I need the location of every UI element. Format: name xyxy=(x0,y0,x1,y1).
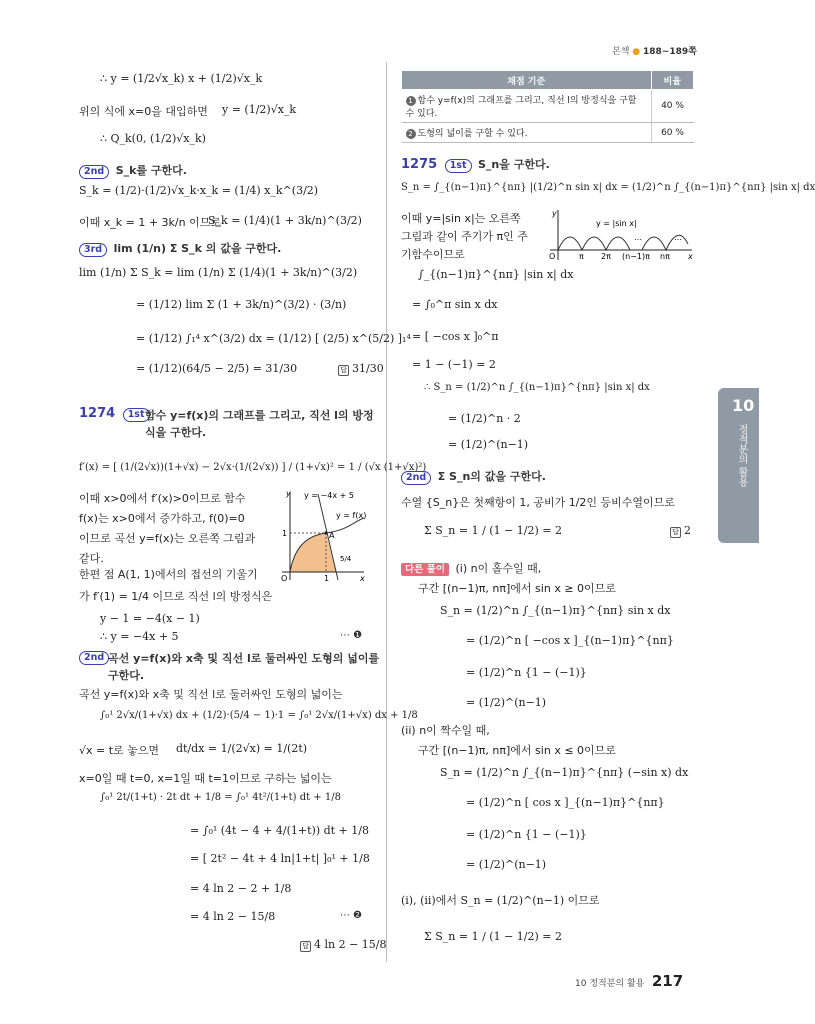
eq-r11: = (1/2)^(n−1) xyxy=(448,438,529,451)
eq-l25: = [ 2t² − 4t + 4 ln|1+t| ]₀¹ + 1/8 xyxy=(190,852,370,865)
x-axis-label: x xyxy=(360,574,365,583)
eq-l27: = 4 ln 2 − 15/8 xyxy=(190,910,276,923)
y-axis-label: y xyxy=(552,209,557,218)
sin-arches xyxy=(558,235,688,250)
text-xk: 이때 x_k = 1 + 3k/n 이므로 xyxy=(79,216,221,229)
text-l13: 이므로 곡선 y=f(x)는 오른쪽 그림과 xyxy=(79,532,256,545)
criteria-desc: 함수 y=f(x)의 그래프를 그리고, 직선 l의 방정식을 구할 수 있다. xyxy=(405,96,637,119)
dots-2: ⋯ xyxy=(674,235,682,244)
step-3rd xyxy=(79,240,281,257)
eq-r22: S_n = (1/2)^n ∫_{(n−1)π}^{nπ} (−sin x) dx xyxy=(440,766,689,779)
answer-value: 31/30 xyxy=(352,362,384,375)
eq-r16: S_n = (1/2)^n ∫_{(n−1)π}^{nπ} sin x dx xyxy=(440,604,671,617)
step-text: S_k를 구한다. xyxy=(115,164,187,177)
bullet-icon: ● xyxy=(632,47,641,57)
text-r2: 이때 y=|sin x|는 오른쪽 xyxy=(401,212,521,225)
answer-icon: 답 xyxy=(670,527,681,538)
text-l15: 한편 점 A(1, 1)에서의 접선의 기울기 xyxy=(79,568,258,581)
eq-r25: = (1/2)^(n−1) xyxy=(466,858,547,871)
dots-1: ⋯ xyxy=(634,235,642,244)
chapter-side-tab xyxy=(718,388,759,543)
eq-r19: = (1/2)^(n−1) xyxy=(466,696,547,709)
step-2nd-r xyxy=(401,468,546,485)
step-text: Σ S_n의 값을 구한다. xyxy=(437,470,546,483)
column-divider xyxy=(386,62,387,962)
text-r12: 수열 {S_n}은 첫째항이 1, 공비가 1/2인 등비수열이므로 xyxy=(401,496,675,509)
text-r21: 구간 [(n−1)π, nπ]에서 sin x ≤ 0이므로 xyxy=(418,744,616,757)
text-r20: (ii) n이 짝수일 때, xyxy=(401,724,490,737)
answer-icon: 답 xyxy=(300,941,311,952)
text-r14: (i) n이 홀수일 때, xyxy=(455,562,542,575)
curve-label: y = f(x) xyxy=(336,511,367,520)
text-r15: 구간 [(n−1)π, nπ]에서 sin x ≥ 0이므로 xyxy=(418,582,616,595)
table-row xyxy=(402,123,694,143)
eq-l21b: dt/dx = 1/(2√x) = 1/(2t) xyxy=(176,742,308,755)
text-l11: 이때 x>0에서 f′(x)>0이므로 함수 xyxy=(79,492,246,505)
eq-r8: = 1 − (−1) = 2 xyxy=(412,358,496,371)
eq-y-intercept: y = (1/2)√x_k xyxy=(222,103,297,116)
y-tick-label: 1 xyxy=(282,529,288,538)
text-l22: x=0일 때 t=0, x=1일 때 t=1이므로 구하는 넓이는 xyxy=(79,772,332,785)
page-number: 217 xyxy=(651,972,684,990)
eq-l18: ∴ y = −4x + 5 xyxy=(100,630,179,643)
marker-2: ⋯ ❷ xyxy=(340,910,363,921)
step-pill: 3rd xyxy=(79,243,107,257)
alt-solution-head xyxy=(401,560,541,576)
criteria-text xyxy=(402,123,652,143)
slope-label: 5/4 xyxy=(340,555,352,563)
eq-lim4: = (1/12)(64/5 − 2/5) = 31/30 xyxy=(136,362,298,375)
criteria-ratio: 60 % xyxy=(651,123,694,143)
eq-lim2: = (1/12) lim Σ (1 + 3k/n)^(3/2) · (3/n) xyxy=(136,298,347,311)
eq-r7: = [ −cos x ]₀^π xyxy=(412,330,499,343)
y-axis-label: y xyxy=(286,489,291,498)
step-pill: 2nd xyxy=(79,651,109,665)
x-tick-label: 1 xyxy=(324,574,330,583)
curve-label: y = |sin x| xyxy=(596,219,637,228)
text-l14: 같다. xyxy=(79,552,104,565)
problem-number: 1274 xyxy=(79,406,116,421)
answer-1274 xyxy=(300,938,387,952)
page-ref xyxy=(612,44,697,57)
problem-number: 1275 xyxy=(401,157,438,172)
answer-1275 xyxy=(670,524,691,538)
step-2nd xyxy=(79,162,187,179)
eq-lim3: = (1/12) ∫₁⁴ x^(3/2) dx = (1/12) [ (2/5) x^(5/2) ]₁⁴ xyxy=(136,332,411,345)
criteria-text xyxy=(402,90,652,123)
criteria-ratio: 40 % xyxy=(651,90,694,123)
number-badge: 1 xyxy=(406,96,416,106)
step-text: lim (1/n) Σ S_k 의 값을 구한다. xyxy=(113,242,282,255)
eq-r9: ∴ S_n = (1/2)^n ∫_{(n−1)π}^{nπ} |sin x| dx xyxy=(424,382,650,393)
eq-fprime: f′(x) = [ (1/(2√x))(1+√x) − 2√x·(1/(2√x)) ] / (1+√x)² = 1 / (√x (1+√x)²) xyxy=(79,462,427,473)
text-substitute: 위의 식에 x=0을 대입하면 xyxy=(79,105,208,118)
point-A xyxy=(324,531,327,534)
marker-1: ⋯ ❶ xyxy=(340,630,363,641)
text-l16: 가 f′(1) = 1/4 이므로 직선 l의 방정식은 xyxy=(79,590,273,603)
answer-value: 4 ln 2 − 15/8 xyxy=(314,938,387,951)
origin-label: O xyxy=(549,252,556,261)
step-pill: 1st xyxy=(123,408,150,422)
tick-npi: nπ xyxy=(660,252,670,261)
step-pill: 2nd xyxy=(401,471,431,485)
number-badge: 2 xyxy=(406,129,416,139)
step-text: S_n을 구한다. xyxy=(478,158,550,171)
eq-l17: y − 1 = −4(x − 1) xyxy=(100,612,200,625)
footer xyxy=(575,972,683,990)
page-ref-label: 본책 xyxy=(612,47,630,57)
eq-r26: (i), (ii)에서 S_n = (1/2)^(n−1) 이므로 xyxy=(401,894,600,907)
eq-r18: = (1/2)^n {1 − (−1)} xyxy=(466,666,587,679)
problem-1275-head xyxy=(401,156,550,173)
eq-tangent: ∴ y = (1/2√x_k) x + (1/2)√x_k xyxy=(100,72,263,85)
eq-l24: = ∫₀¹ (4t − 4 + 4/(1+t)) dt + 1/8 xyxy=(190,824,369,837)
tick-2pi: 2π xyxy=(601,252,611,261)
problem-1274-head xyxy=(79,406,153,422)
eq-r5: ∫_{(n−1)π}^{nπ} |sin x| dx xyxy=(418,268,574,281)
eq-r13: Σ S_n = 1 / (1 − 1/2) = 2 xyxy=(424,524,563,537)
text-r4: 기함수이므로 xyxy=(401,248,465,261)
criteria-desc: 도형의 넓이를 구할 수 있다. xyxy=(417,129,528,139)
problem-1274-text: 함수 y=f(x)의 그래프를 그리고, 직선 l의 방정식을 구한다. xyxy=(145,409,374,439)
text-r3: 그림과 같이 주기가 π인 주 xyxy=(401,230,528,243)
text-l21a: √x = t로 놓으면 xyxy=(79,744,160,757)
eq-r24: = (1/2)^n {1 − (−1)} xyxy=(466,828,587,841)
point-A-label: A xyxy=(329,531,335,540)
tick-n1pi: (n−1)π xyxy=(622,252,650,261)
eq-l20: ∫₀¹ 2√x/(1+√x) dx + (1/2)·(5/4 − 1)·1 = ∫₀¹ 2√x/(1+√x) dx + 1/8 xyxy=(100,710,418,721)
text-l12: f(x)는 x>0에서 증가하고, f(0)=0 xyxy=(79,512,245,525)
footer-chapter: 10 정적분의 활용 xyxy=(575,979,645,989)
table-row xyxy=(402,90,694,123)
step-2nd-b-text: 곡선 y=f(x)와 x축 및 직선 l로 둘러싸인 도형의 넓이를 구한다. xyxy=(108,652,380,682)
chapter-title: 정적분의 활용 xyxy=(736,424,747,488)
origin-label: O xyxy=(281,574,288,583)
eq-l26: = 4 ln 2 − 2 + 1/8 xyxy=(190,882,292,895)
eq-r6: = ∫₀^π sin x dx xyxy=(412,298,498,311)
step-pill: 2nd xyxy=(79,165,109,179)
eq-r23: = (1/2)^n [ cos x ]_{(n−1)π}^{nπ} xyxy=(466,796,665,809)
eq-Qk: ∴ Q_k(0, (1/2)√x_k) xyxy=(100,132,206,145)
answer-1273 xyxy=(338,362,384,376)
eq-Sk2: S_k = (1/4)(1 + 3k/n)^(3/2) xyxy=(208,214,362,227)
eq-lim1: lim (1/n) Σ S_k = lim (1/n) Σ (1/4)(1 + 3k/n)^(3/2) xyxy=(79,266,358,279)
step-pill: 1st xyxy=(445,159,472,173)
eq-r10: = (1/2)^n · 2 xyxy=(448,412,521,425)
line-label: y = −4x + 5 xyxy=(304,491,354,500)
answer-icon: 답 xyxy=(338,365,349,376)
eq-l23: ∫₀¹ 2t/(1+t) · 2t dt + 1/8 = ∫₀¹ 4t²/(1+t) dt + 1/8 xyxy=(100,792,341,803)
chapter-number: 10 xyxy=(732,396,755,415)
tick-pi: π xyxy=(579,252,584,261)
scoring-criteria-table xyxy=(401,70,694,143)
eq-r1: S_n = ∫_{(n−1)π}^{nπ} |(1/2)^n sin x| dx = (1/2)^n ∫_{(n−1)π}^{nπ} |sin x| dx xyxy=(401,182,815,193)
graph-curve-tangent xyxy=(278,488,368,584)
eq-r27: Σ S_n = 1 / (1 − 1/2) = 2 xyxy=(424,930,563,943)
text-l19: 곡선 y=f(x)와 x축 및 직선 l로 둘러싸인 도형의 넓이는 xyxy=(79,688,343,701)
eq-r17: = (1/2)^n [ −cos x ]_{(n−1)π}^{nπ} xyxy=(466,634,674,647)
answer-value: 2 xyxy=(684,524,691,537)
eq-Sk: S_k = (1/2)·(1/2)√x_k·x_k = (1/4) x_k^(3/2) xyxy=(79,184,319,197)
table-header-row xyxy=(402,71,694,90)
x-axis-label: x xyxy=(688,252,693,261)
alt-pill: 다른 풀이 xyxy=(401,563,449,576)
page-ref-pages: 188~189쪽 xyxy=(643,47,697,57)
graph-abs-sin xyxy=(546,206,698,264)
header-ratio: 비율 xyxy=(651,71,694,90)
header-criteria: 채점 기준 xyxy=(402,71,652,90)
